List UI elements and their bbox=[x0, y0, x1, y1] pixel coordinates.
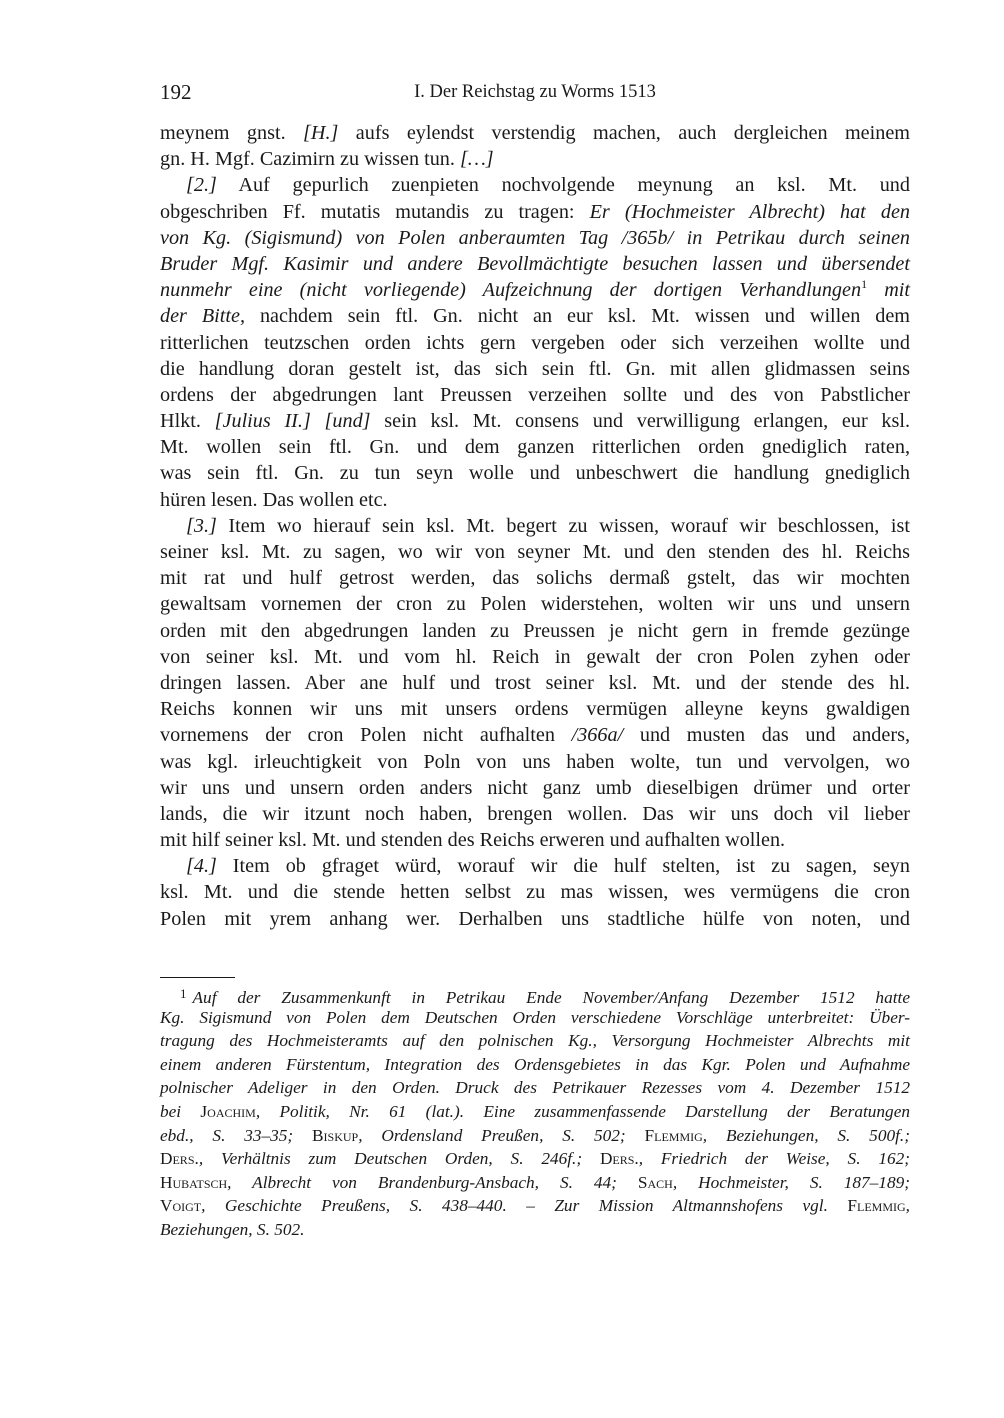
text-line: seiner ksl. Mt. zu sagen, wo wir von seyner Mt. und den stenden des hl. Reichs bbox=[160, 541, 910, 563]
text-line: gewaltsam vornemen der cron zu Polen widerstehen, wolten wir uns und unsern bbox=[160, 593, 910, 616]
text-line: Hlkt. [Julius II.] [und] sein ksl. Mt. consens und verwilligung erlangen, eur ksl. bbox=[160, 410, 910, 433]
text-line: [2.] Auf gepurlich zuenpieten nochvolgende meynung an ksl. Mt. und bbox=[186, 174, 910, 197]
footnote-1 bbox=[160, 982, 910, 1242]
text-line: mit hilf seiner ksl. Mt. und stenden des Reichs erweren und aufhalten wollen. bbox=[160, 829, 786, 852]
footnote-line: tragung des Hochmeisteramts auf den polnischen Kg., Versorgung Hochmeister Albrechts mit bbox=[160, 1031, 910, 1051]
author-name: Joachim bbox=[200, 1101, 256, 1121]
text-line: ksl. Mt. und die stende hetten selbst zu mas wissen, wes vermügens die cron bbox=[160, 881, 910, 904]
text-line: Bruder Mgf. Kasimir und andere Bevollmächtigte besuchen lassen und übersendet bbox=[160, 252, 910, 275]
page-number: 192 bbox=[160, 80, 192, 104]
author-name: Hubatsch bbox=[160, 1172, 228, 1192]
footnote-ref: 1 bbox=[861, 277, 868, 292]
text-line: hüren lesen. Das wollen etc. bbox=[160, 488, 388, 511]
footnote-line: einem anderen Fürstentum, Integration des Ordensgebietes in das Kgr. Polen und Aufnahme bbox=[160, 1054, 910, 1074]
text-line: was sein ftl. Gn. zu tun seyn wolle und unbeschwert die handlung gnediglich bbox=[160, 462, 910, 485]
text-line: [4.] Item ob gfraget würd, worauf wir die hulf stelten, ist zu sagen, seyn bbox=[186, 855, 910, 878]
footnote-rule bbox=[160, 977, 235, 978]
footnote-line: ebd., S. 33–35; Biskup, Ordensland Preußen, S. 502; Flemmig, Beziehungen, S. 500f.; bbox=[160, 1125, 910, 1145]
text-line: vornemens der cron Polen nicht aufhalten /366a/ und musten das und anders, bbox=[160, 724, 910, 747]
author-name: Biskup bbox=[312, 1125, 359, 1145]
author-name: Flemmig bbox=[644, 1125, 703, 1145]
text-line: was kgl. irleuchtigkeit von Poln von uns haben wolte, tun und vervolgen, wo bbox=[160, 750, 910, 773]
text-line: lands, die wir itzunt noch haben, brengen wollen. Das wir uns doch vil lieber bbox=[160, 802, 910, 825]
text-line: [3.] Item wo hierauf sein ksl. Mt. begert zu wissen, worauf wir beschlossen, ist bbox=[186, 514, 910, 537]
text-line: meynem gnst. [H.] aufs eylendst verstendig machen, auch dergleichen meinem bbox=[160, 122, 911, 144]
author-name: Voigt bbox=[160, 1196, 202, 1216]
text-line: dringen lassen. Aber ane hulf und trost seiner ksl. Mt. und der stende des hl. bbox=[160, 671, 910, 694]
text-line: mit rat und hulf getrost werden, das solichs dermaß gstelt, das wir mochten bbox=[160, 567, 910, 590]
author-name: Ders. bbox=[160, 1149, 199, 1169]
footnote-line: Ders., Verhältnis zum Deutschen Orden, S. 246f.; Ders., Friedrich der Weise, S. 162; bbox=[160, 1149, 911, 1169]
text-line: ritterlichen teutzschen orden ichts gern vergeben oder sich verzeihen wollte und bbox=[160, 331, 910, 354]
text-line: ordens der abgedrungen lant Preussen verzeihen sollte und des von Pabstlicher bbox=[160, 383, 910, 406]
text-line: von Kg. (Sigismund) von Polen anberaumten Tag /365b/ in Petrikau durch seinen bbox=[160, 226, 910, 249]
text-line: Polen mit yrem anhang wer. Derhalben uns stadtliche hülfe von noten, und bbox=[160, 907, 910, 930]
author-name: Flemmig bbox=[847, 1196, 906, 1216]
text-line: wir uns und unsern orden anders nicht ganz umb dieselbigen drümer und orter bbox=[160, 776, 910, 799]
running-title: I. Der Reichstag zu Worms 1513 bbox=[414, 82, 656, 102]
footnote-line: Hubatsch, Albrecht von Brandenburg-Ansbach, S. 44; Sach, Hochmeister, S. 187–189; bbox=[160, 1172, 910, 1192]
footnote-line: Kg. Sigismund von Polen dem Deutschen Orden verschiedene Vorschläge unterbreitet: Über- bbox=[160, 1007, 910, 1027]
footnote-line: Voigt, Geschichte Preußens, S. 438–440. – Zur Mission Altmannshofens vgl. Flemmig, bbox=[160, 1196, 910, 1216]
text-line: Reichs konnen wir uns mit unsers ordens vermügen alleyne keyns gwaldigen bbox=[160, 698, 910, 721]
author-name: Ders. bbox=[599, 1149, 639, 1169]
text-line: der Bitte, nachdem sein ftl. Gn. nicht an eur ksl. Mt. wissen und willen dem bbox=[160, 305, 911, 328]
text-line: die handlung doran gestelt ist, das sich sein ftl. Gn. mit allen glidmassen seins bbox=[160, 357, 910, 380]
footnote-line: Beziehungen, S. 502. bbox=[160, 1219, 305, 1239]
text-line: gn. H. Mgf. Cazimirn zu wissen tun. […] bbox=[160, 148, 494, 171]
footnote-number: 1 bbox=[180, 986, 187, 1001]
text-line: Mt. wollen sein ftl. Gn. und dem ganzen ritterlichen orden gnediglich raten, bbox=[160, 436, 910, 459]
footnote-line: $^1$ Auf der Zusammenkunft in Petrikau Ende November/Anfang Dezember 1512 hatte bbox=[180, 986, 910, 1007]
text-line: von seiner ksl. Mt. und vom hl. Reich in gewalt der cron Polen zyhen oder bbox=[160, 645, 910, 668]
text-line: orden mit den abgedrungen landen zu Preussen je nicht gern in fremde gezünge bbox=[160, 619, 910, 642]
main-text bbox=[160, 120, 910, 932]
author-name: Sach bbox=[637, 1172, 673, 1192]
page-header bbox=[160, 80, 910, 108]
footnote-line: bei Joachim, Politik, Nr. 61 (lat.). Eine zusammenfassende Darstellung der Beratungen bbox=[160, 1101, 910, 1121]
text-line: nunmehr eine (nicht vorliegende) Aufzeichnung der dortigen Verhandlungen$^1$ mit bbox=[160, 277, 910, 302]
text-line: obgeschriben Ff. mutatis mutandis zu tragen: Er (Hochmeister Albrecht) hat den bbox=[160, 200, 910, 223]
footnote-line: polnischer Adeliger in den Orden. Druck des Petrikauer Rezesses vom 4. Dezember 1512 bbox=[160, 1078, 910, 1098]
